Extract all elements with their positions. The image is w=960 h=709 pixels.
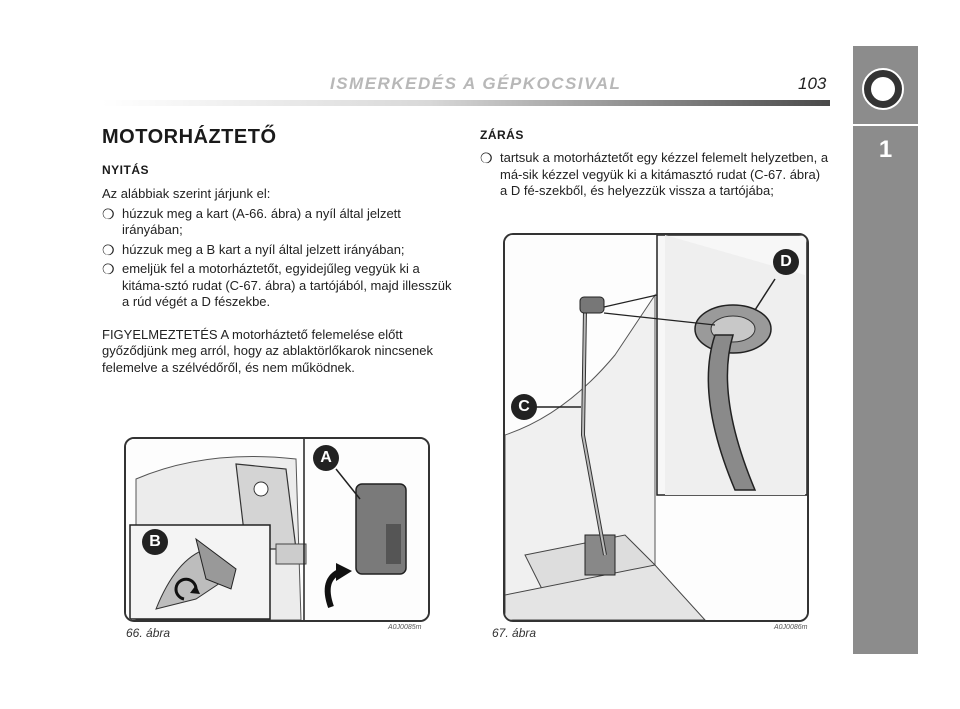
list-item xyxy=(480,150,830,200)
list-item-text: húzzuk meg a kart (A-66. ábra) a nyíl által jelzett irányában; xyxy=(122,205,401,237)
figure-67 xyxy=(503,233,809,622)
marker-a: A xyxy=(313,445,339,471)
close-instructions xyxy=(480,150,830,200)
figure-67-caption: 67. ábra xyxy=(492,626,537,640)
open-instructions xyxy=(102,186,454,376)
subsection-title-close: ZÁRÁS xyxy=(480,128,524,142)
list-item-text: emeljük fel a motorháztetőt, egyidejűleg vegyük ki a kitáma-sztó rudat (C-67. ábra) a tartójából, majd illesszük a rúd végét a D fészekbe. xyxy=(122,261,452,309)
page-number: 103 xyxy=(798,74,827,93)
figure-66-caption: 66. ábra xyxy=(126,626,171,640)
figure-66 xyxy=(124,437,430,622)
list-item-text: húzzuk meg a B kart a nyíl által jelzett irányában; xyxy=(122,241,405,257)
bullet-icon: ❍ xyxy=(102,261,115,277)
bullet-icon: ❍ xyxy=(480,150,493,166)
marker-c: C xyxy=(511,394,537,420)
bullet-icon: ❍ xyxy=(102,241,115,258)
warning-text: FIGYELMEZTETÉS A motorháztető felemelése előtt győződjünk meg arról, hogy az ablaktörlőkarok nincsenek felemelve a szélvédőről, és nem működnek. xyxy=(102,326,433,375)
chapter-number: 1 xyxy=(878,136,893,163)
section-title: MOTORHÁZTETŐ xyxy=(102,126,277,148)
figure-66-illustration xyxy=(126,439,428,620)
figure-67-illustration xyxy=(505,235,807,620)
marker-d: D xyxy=(773,249,799,275)
running-header-title: ISMERKEDÉS A GÉPKOCSIVAL xyxy=(330,74,622,93)
figure-67-code: A0J0086m xyxy=(774,624,808,631)
logo-inner xyxy=(871,77,895,101)
list-item xyxy=(102,261,454,311)
marker-b: B xyxy=(142,529,168,555)
bullet-icon: ❍ xyxy=(102,205,115,222)
list-item xyxy=(102,206,454,239)
figure-66-code: A0J0085m xyxy=(388,624,422,631)
list-item xyxy=(102,242,454,259)
sidebar-separator xyxy=(853,124,918,126)
subsection-title-open: NYITÁS xyxy=(102,163,150,177)
list-item-text: tartsuk a motorháztetőt egy kézzel felemelt helyzetben, a má-sik kézzel vegyük ki a kitámasztó rudat (C-67. ábra) a D fé-szekből, és helyezzük vissza a tartójába; xyxy=(500,150,829,198)
intro-text: Az alábbiak szerint járjunk el: xyxy=(102,186,271,201)
header-rule xyxy=(102,100,830,106)
